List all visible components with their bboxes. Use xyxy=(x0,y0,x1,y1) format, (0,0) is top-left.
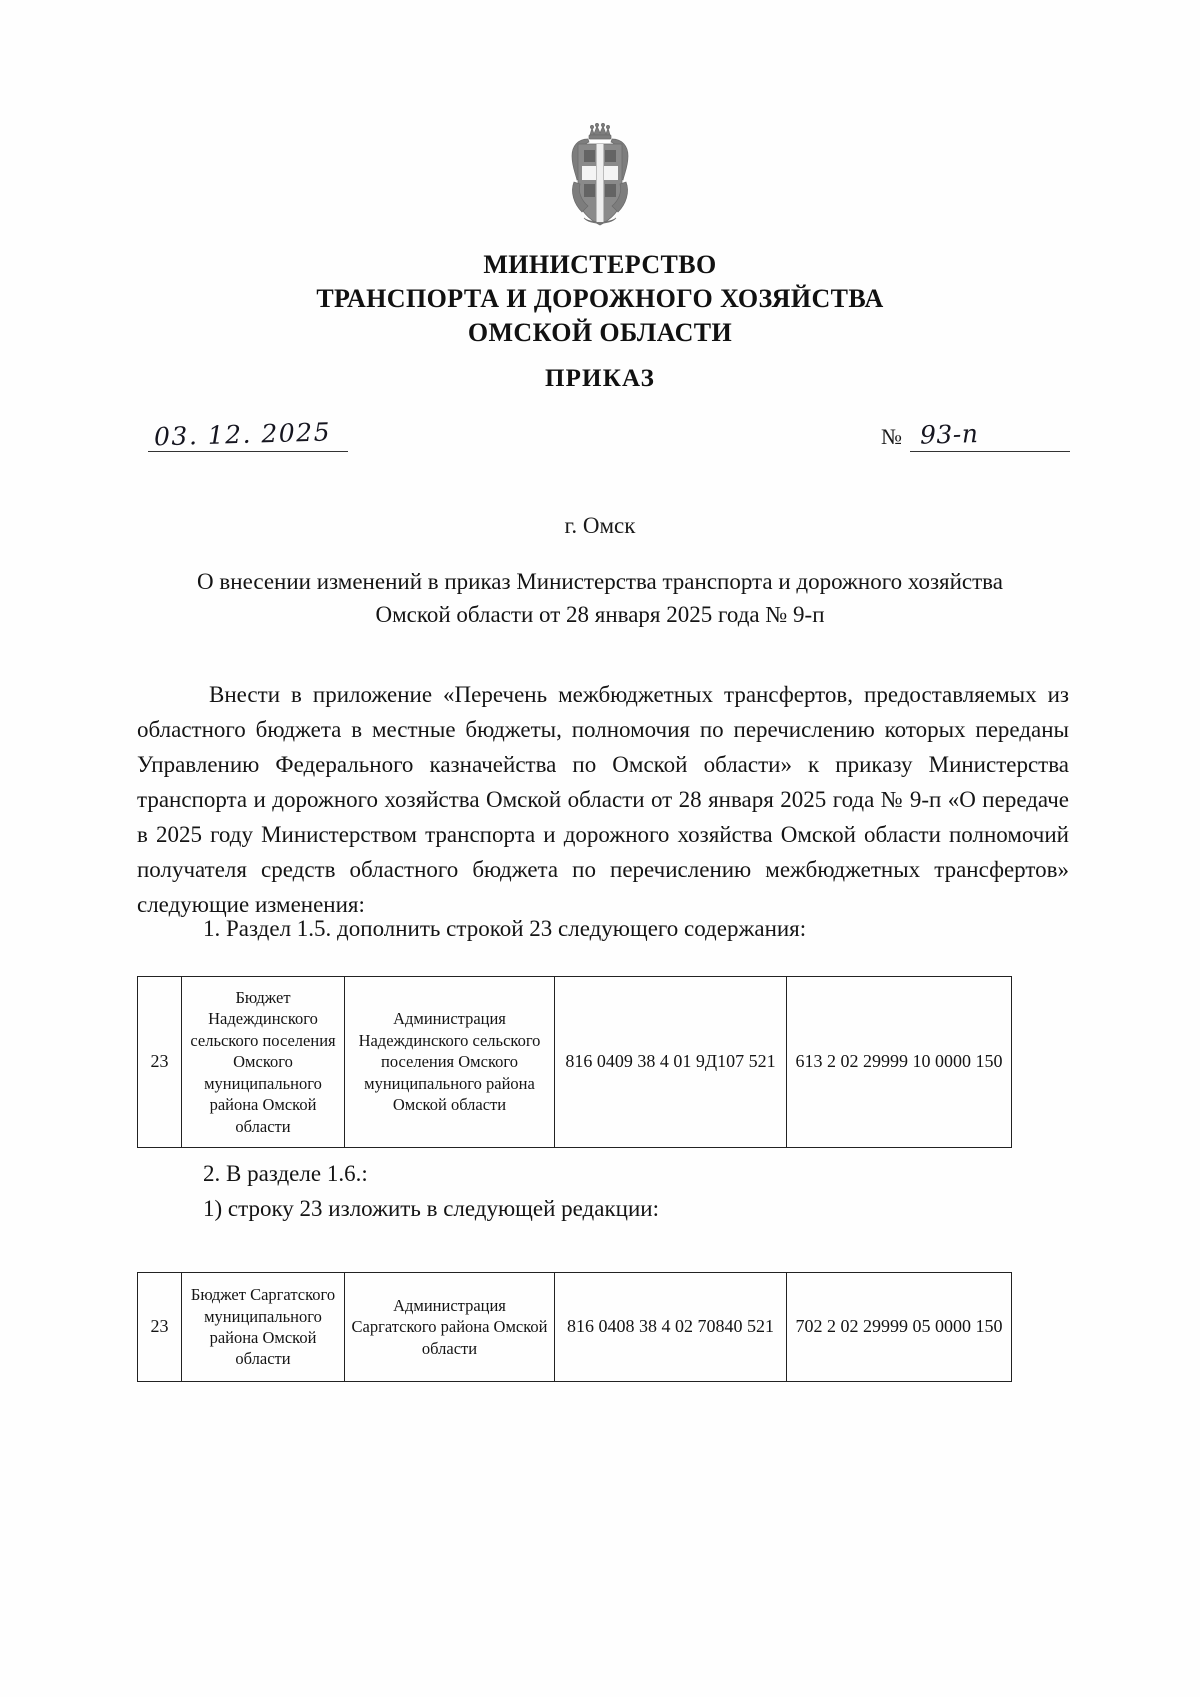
registration-line xyxy=(140,417,1070,468)
registration-number-group xyxy=(881,420,1070,452)
org-title-line-2: ТРАНСПОРТА И ДОРОЖНОГО ХОЗЯЙСТВА xyxy=(316,283,884,313)
cell-expense-code: 816 0409 38 4 01 9Д107 521 xyxy=(555,977,787,1148)
registration-number-field[interactable] xyxy=(910,420,1070,452)
cell-budget: Бюджет Саргатского муниципального района Омской области xyxy=(182,1273,345,1382)
cell-expense-code: 816 0408 38 4 02 70840 521 xyxy=(555,1273,787,1382)
cell-income-code: 702 2 02 29999 05 0000 150 xyxy=(787,1273,1012,1382)
clause-2-line-1: 2. В разделе 1.6.: xyxy=(203,1161,368,1186)
clause-2-line-2: 1) строку 23 изложить в следующей редакции: xyxy=(203,1195,659,1221)
clause-1 xyxy=(137,912,1069,947)
cell-budget: Бюджет Надеждинского сельского поселения Омского муниципального района Омской области xyxy=(182,977,345,1148)
omsk-oblast-coat-of-arms-icon xyxy=(558,122,642,230)
cell-administration: Администрация Надеждинского сельского поселения Омского муниципального района Омской области xyxy=(345,977,555,1148)
table-row xyxy=(138,977,1012,1148)
city-label: г. Омск xyxy=(564,513,636,538)
cell-index: 23 xyxy=(138,1273,182,1382)
emblem-container xyxy=(0,122,1200,230)
registration-date-handwritten: 03. 12. 2025 xyxy=(153,417,332,452)
registration-number-handwritten: 93-п xyxy=(919,419,979,450)
body-paragraph: Внести в приложение «Перечень межбюджетных трансфертов, предоставляемых из областного бюджета в местные бюджеты, полномочия по перечислению которых переданы Управлению Федерального казначейства по Омской области» к приказу Министерства транспорта и дорожного хозяйства Омской области от 28 января 2025 года № 9-п «О передаче в 2025 году Министерством транспорта и дорожного хозяйства Омской области полномочий получателя средств областного бюджета по перечислению межбюджетных трансфертов» следующие изменения: xyxy=(137,682,1069,917)
transfers-table-section-1-5 xyxy=(137,976,1012,1148)
org-title-line-3: ОМСКОЙ ОБЛАСТИ xyxy=(467,317,733,347)
cell-administration: Администрация Саргатского района Омской области xyxy=(345,1273,555,1382)
cell-index: 23 xyxy=(138,977,182,1148)
org-title-line-1: МИНИСТЕРСТВО xyxy=(483,250,717,279)
clause-1-text: 1. Раздел 1.5. дополнить строкой 23 следующего содержания: xyxy=(203,916,807,941)
transfers-table-section-1-6 xyxy=(137,1272,1012,1382)
registration-date-field[interactable] xyxy=(148,417,348,452)
organization-title xyxy=(0,248,1200,349)
cell-income-code: 613 2 02 29999 10 0000 150 xyxy=(787,977,1012,1148)
table-row xyxy=(138,1273,1012,1382)
document-kind-heading: ПРИКАЗ xyxy=(544,365,656,392)
clause-2 xyxy=(137,1157,1069,1226)
number-sign: № xyxy=(881,424,902,449)
document-subject: О внесении изменений в приказ Министерства транспорта и дорожного хозяйства Омской области от 28 января 2025 года № 9-п xyxy=(197,569,1003,628)
